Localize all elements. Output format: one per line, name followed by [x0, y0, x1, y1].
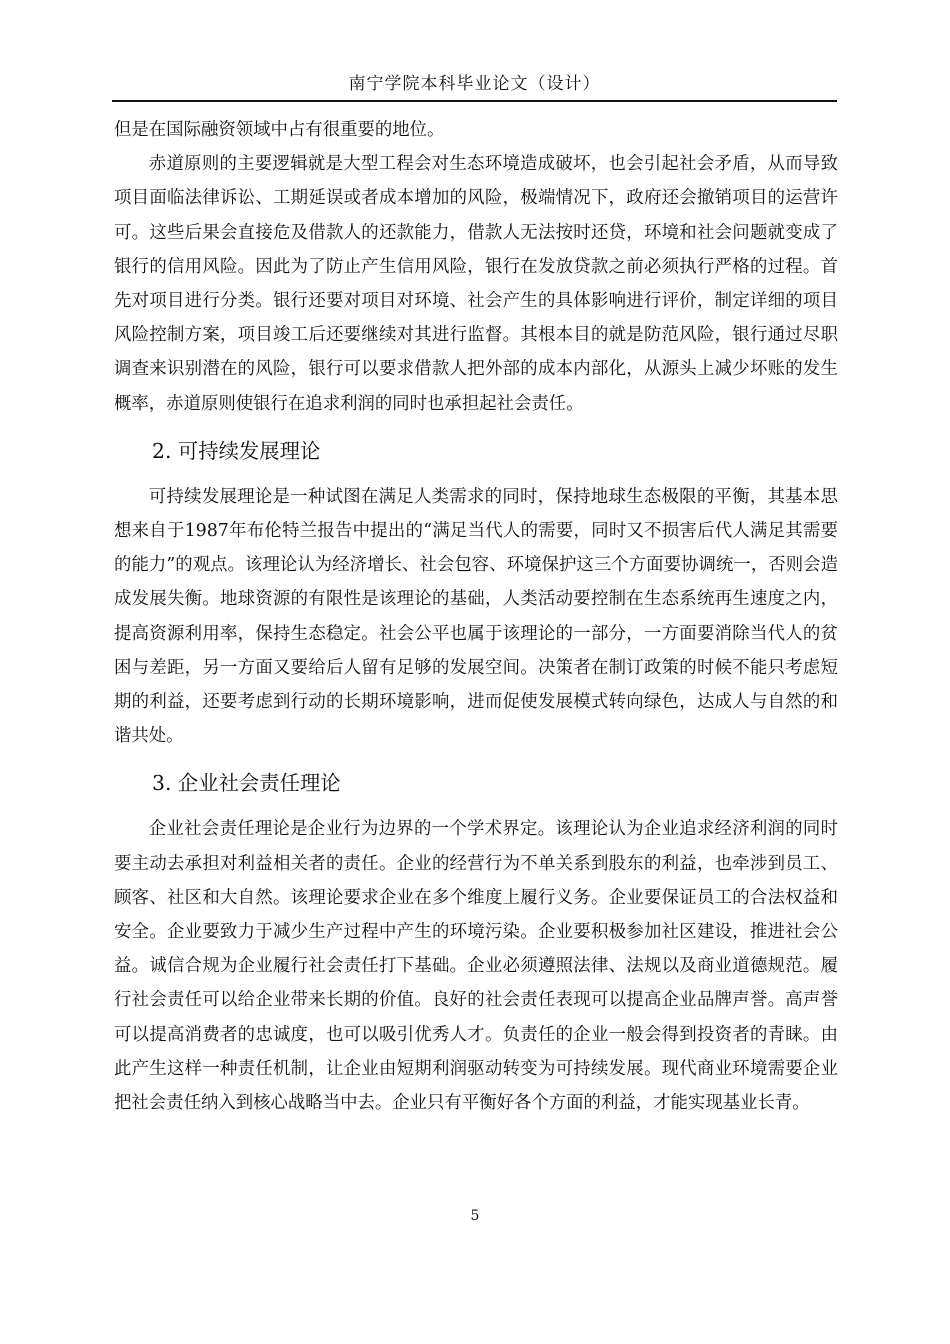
paragraph-equator-principles: 赤道原则的主要逻辑就是大型工程会对生态环境造成破坏，也会引起社会矛盾，从而导致项目面临法律诉讼、工期延误或者成本增加的风险，极端情况下，政府还会撤销项目的运营许可。这些后果会直接危及借款人的还款能力，借款人无法按时还贷，环境和社会问题就变成了银行的信用风险。因此为了防止产生信用风险，银行在发放贷款之前必须执行严格的过程。首先对项目进行分类。银行还要对项目对环境、社会产生的具体影响进行评价，制定详细的项目风险控制方案，项目竣工后还要继续对其进行监督。其根本目的就是防范风险，银行通过尽职调查来识别潜在的风险，银行可以要求借款人把外部的成本内部化，从源头上减少坏账的发生概率，赤道原则使银行在追求利润的同时也承担起社会责任。 — [114, 154, 838, 414]
header-divider — [112, 100, 837, 102]
page-number: 5 — [470, 1208, 480, 1224]
paragraph-sustainable-development: 可持续发展理论是一种试图在满足人类需求的同时，保持地球生态极限的平衡，其基本思想来自于1987年布伦特兰报告中提出的“满足当代人的需要，同时又不损害后代人满足其需要的能力”的观点。该理论认为经济增长、社会包容、环境保护这三个方面要协调统一，否则会造成发展失衡。地球资源的有限性是该理论的基础，人类活动要控制在生态系统再生速度之内，提高资源利用率，保持生态稳定。社会公平也属于该理论的一部分，一方面要消除当代人的贫困与差距，另一方面又要给后人留有足够的发展空间。决策者在制订政策的时候不能只考虑短期的利益，还要考虑到行动的长期环境影响，进而促使发展模式转向绿色，达成人与自然的和谐共处。 — [114, 486, 838, 747]
section-heading-sustainable-development: 2. 可持续发展理论 — [152, 438, 321, 463]
paragraph-csr: 企业社会责任理论是企业行为边界的一个学术界定。该理论认为企业追求经济利润的同时要主动去承担对利益相关者的责任。企业的经营行为不单关系到股东的利益，也牵涉到员工、顾客、社区和大自然。该理论要求企业在多个维度上履行义务。企业要保证员工的合法权益和安全。企业要致力于减少生产过程中产生的环境污染。企业要积极参加社区建设，推进社会公益。诚信合规为企业履行社会责任打下基础。企业必须遵照法律、法规以及商业道德规范。履行社会责任可以给企业带来长期的价值。良好的社会责任表现可以提高企业品牌声誉。高声誉可以提高消费者的忠诚度，也可以吸引优秀人才。负责任的企业一般会得到投资者的青睐。由此产生这样一种责任机制，让企业由短期利润驱动转变为可持续发展。现代商业环境需要企业把社会责任纳入到核心战略当中去。企业只有平衡好各个方面的利益，才能实现基业长青。 — [114, 819, 838, 1114]
page-header-title: 南宁学院本科毕业论文（设计） — [348, 74, 601, 94]
document-body — [114, 113, 838, 1120]
section-heading-csr: 3. 企业社会责任理论 — [152, 771, 341, 796]
paragraph-continuation: 但是在国际融资领域中占有很重要的地位。 — [114, 120, 445, 140]
